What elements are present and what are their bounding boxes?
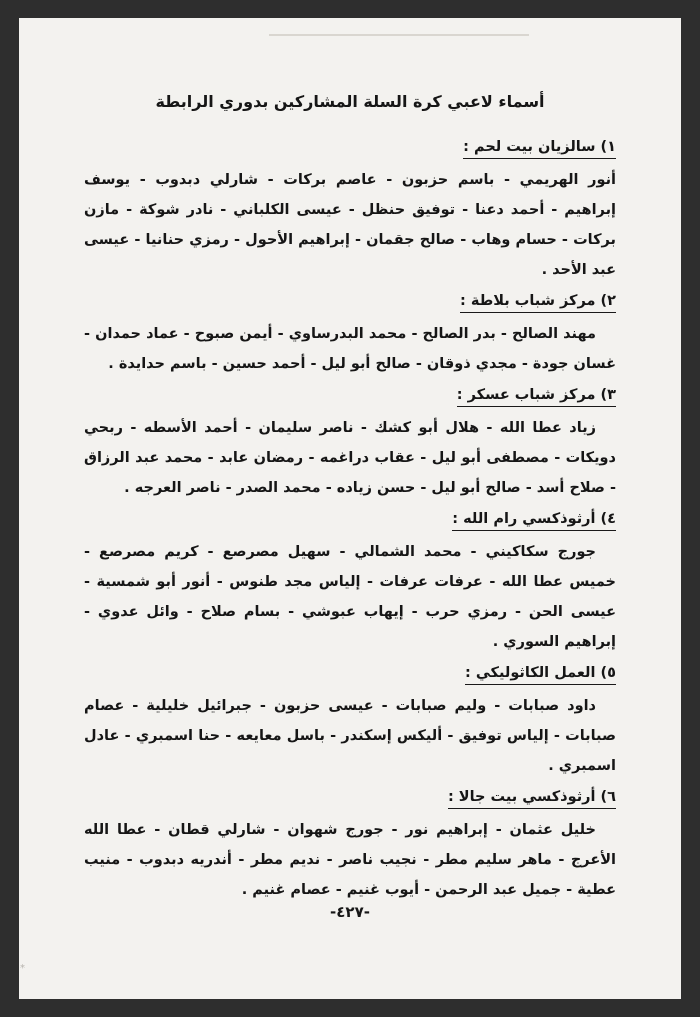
team-section-4 <box>84 508 616 657</box>
team-section-2 <box>84 290 616 379</box>
team-section-6 <box>84 786 616 905</box>
player-list: زياد عطا الله - هلال أبو كشك - ناصر سليمان - أحمد الأسطه - ربحي دويكات - مصطفى أبو ليل - عقاب دراغمه - رمضان عابد - محمد عبد الرزاق - صلاح أسد - صالح أبو ليل - حسن زياده - محمد الصدر - ناصر العرجه . <box>84 420 616 496</box>
team-heading: ٥) العمل الكاثوليكي : <box>465 664 616 685</box>
team-heading: ٢) مركز شباب بلاطة : <box>460 292 616 313</box>
player-list: داود صبابات - وليم صبابات - عيسى حزبون - جبرائيل خليلية - عصام صبابات - إلياس توفيق - أليكس إسكندر - باسل معايعه - حنا اسمبري - عادل اسمبري . <box>84 698 616 774</box>
scan-stray-mark: * <box>20 963 25 974</box>
player-list: جورج سكاكيني - محمد الشمالي - سهيل مصرصع - كريم مصرصع - خميس عطا الله - عرفات عرفات - إلياس مجد طنوس - أنور أبو شمسية - عيسى الحن - رمزي حرب - إيهاب عبوشي - بسام صلاح - وائل عدوي - إبراهيم السوري . <box>84 544 616 650</box>
player-list: خليل عثمان - إبراهيم نور - جورج شهوان - شارلي قطان - عطا الله الأعرج - ماهر سليم مطر - نجيب ناصر - نديم مطر - أندريه دبدوب - منيب عطية - جميل عبد الرحمن - أيوب غنيم - عصام غنيم . <box>84 822 616 898</box>
team-section-3 <box>84 384 616 503</box>
team-section-5 <box>84 662 616 781</box>
team-heading: ٦) أرثوذكسي بيت جالا : <box>448 788 616 809</box>
page-title: أسماء لاعبي كرة السلة المشاركين بدوري الرابطة <box>155 92 545 111</box>
player-list: مهند الصالح - بدر الصالح - محمد البدرساوي - أيمن صبوح - عماد حمدان - غسان جودة - مجدي ذوقان - صالح أبو ليل - أحمد حسين - باسم حدايدة . <box>84 326 616 372</box>
document-content <box>84 92 616 910</box>
team-heading: ٣) مركز شباب عسكر : <box>457 386 616 407</box>
page-number: -٤٢٧- <box>330 903 370 921</box>
scan-edge-mark <box>269 34 529 36</box>
team-section-1 <box>84 136 616 285</box>
player-list: أنور الهريمي - باسم حزبون - عاصم بركات - شارلي دبدوب - يوسف إبراهيم - أحمد دعنا - توفيق حنظل - عيسى الكلباني - نادر شوكة - مازن بركات - حسام وهاب - صالح جقمان - إبراهيم الأحول - رمزي حنانيا - عيسى عبد الأحد . <box>84 172 616 278</box>
team-heading: ٤) أرثوذكسي رام الله : <box>452 510 616 531</box>
team-heading: ١) سالزيان بيت لحم : <box>463 138 616 159</box>
